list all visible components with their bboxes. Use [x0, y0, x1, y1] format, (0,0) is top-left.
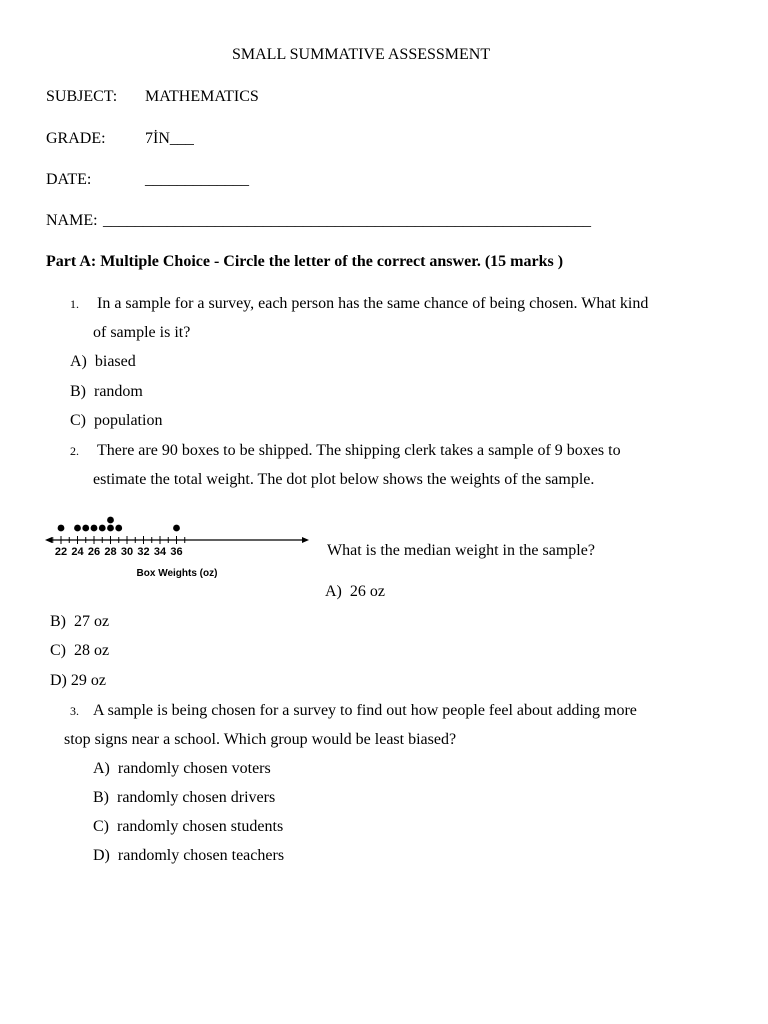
question-2-option-d[interactable]: D) 29 oz: [50, 672, 106, 689]
x-axis-label: Box Weights (oz): [136, 568, 218, 579]
question-1-number: 1.: [70, 297, 79, 311]
question-3-option-c[interactable]: C) randomly chosen students: [93, 818, 284, 835]
question-1-text-line1: In a sample for a survey, each person has the same chance of being chosen. What kind: [97, 295, 649, 312]
grade-label: GRADE:: [46, 130, 106, 147]
question-1-option-c[interactable]: C) population: [70, 412, 163, 429]
data-point-dot: [173, 525, 180, 532]
question-1-option-a[interactable]: A) biased: [70, 353, 136, 370]
name-label: NAME:: [46, 212, 98, 229]
grade-value: 7İN___: [145, 130, 194, 147]
data-point-dot: [82, 525, 89, 532]
question-3-option-a[interactable]: A) randomly chosen voters: [93, 760, 271, 777]
question-1-option-b[interactable]: B) random: [70, 383, 143, 400]
question-2-prompt: What is the median weight in the sample?: [327, 542, 595, 559]
date-field: _____________: [145, 171, 249, 188]
subject-value: MATHEMATICS: [145, 88, 259, 105]
axis-left-arrow-icon: [45, 537, 52, 543]
question-2-text-line1: There are 90 boxes to be shipped. The shipping clerk takes a sample of 9 boxes to: [97, 442, 621, 459]
data-point-dot: [91, 525, 98, 532]
data-point-dot: [107, 525, 114, 532]
x-tick-label: 26: [87, 546, 101, 558]
question-2-number: 2.: [70, 444, 79, 458]
question-3-text-line1: A sample is being chosen for a survey to find out how people feel about adding more: [93, 702, 637, 719]
question-2-text-line2: estimate the total weight. The dot plot below shows the weights of the sample.: [93, 471, 595, 488]
question-2-option-c[interactable]: C) 28 oz: [50, 642, 110, 659]
question-3-option-b[interactable]: B) randomly chosen drivers: [93, 789, 276, 806]
x-tick-label: 24: [71, 546, 84, 558]
date-label: DATE:: [46, 171, 92, 188]
subject-label: SUBJECT:: [46, 88, 118, 105]
axis-right-arrow-icon: [302, 537, 309, 543]
x-tick-label: 22: [54, 546, 68, 558]
data-point-dot: [115, 525, 122, 532]
question-3-option-d[interactable]: D) randomly chosen teachers: [93, 847, 285, 864]
data-point-dot: [99, 525, 106, 532]
x-tick-label: 36: [170, 546, 183, 558]
question-2-option-a[interactable]: A) 26 oz: [325, 583, 385, 600]
question-1-text-line2: of sample is it?: [93, 324, 191, 341]
data-point-dot: [107, 517, 114, 524]
dot-plot-chart: [42, 500, 312, 584]
x-tick-label: 28: [104, 546, 117, 558]
x-tick-label: 32: [137, 546, 150, 558]
question-3-text-line2: stop signs near a school. Which group would be least biased?: [64, 731, 457, 748]
data-point-dot: [74, 525, 81, 532]
assessment-title: SMALL SUMMATIVE ASSESSMENT: [232, 46, 491, 63]
question-2-option-b[interactable]: B) 27 oz: [50, 613, 110, 630]
part-a-heading: Part A: Multiple Choice - Circle the letter of the correct answer. (15 marks ): [46, 253, 564, 270]
x-tick-label: 34: [153, 546, 167, 558]
question-3-number: 3.: [70, 704, 79, 718]
data-point-dot: [58, 525, 65, 532]
x-tick-label: 30: [120, 546, 134, 558]
name-field: _____________________________________________________________: [103, 212, 591, 229]
